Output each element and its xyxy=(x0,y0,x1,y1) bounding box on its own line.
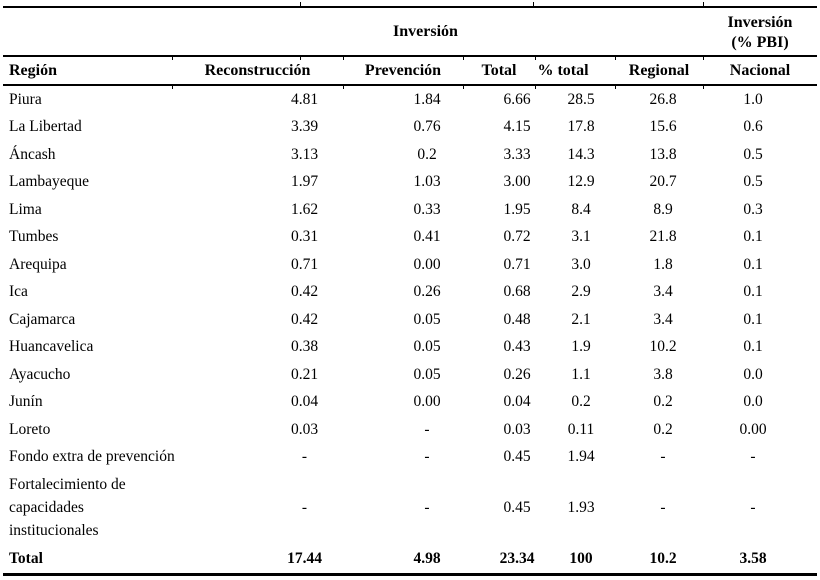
value-cell: 0.05 xyxy=(413,310,441,328)
value-cell: 10.2 xyxy=(649,338,677,356)
group-header-inversion-pbi-line2: (% PBI) xyxy=(731,33,789,51)
column-header-total: Total xyxy=(481,61,517,79)
column-tick xyxy=(535,55,536,60)
column-tick xyxy=(615,55,616,60)
value-cell: - xyxy=(301,448,308,466)
table-row xyxy=(3,361,817,389)
table-row xyxy=(3,196,817,224)
value-cell: - xyxy=(424,420,430,438)
value-cell: 0.45 xyxy=(503,448,531,466)
region-cell: Piura xyxy=(9,90,42,108)
column-tick xyxy=(343,84,344,89)
value-cell: 6.66 xyxy=(503,90,531,108)
region-cell: Arequipa xyxy=(9,255,67,273)
region-cell: Fondo extra de prevención xyxy=(9,448,175,466)
value-cell: 3.58 xyxy=(739,549,767,567)
region-cell: Ayacucho xyxy=(9,365,71,383)
region-cell: La Libertad xyxy=(9,118,82,136)
table-row xyxy=(3,334,817,362)
value-cell: 1.9 xyxy=(571,338,591,356)
value-cell: 2.9 xyxy=(571,283,591,301)
value-cell: - xyxy=(424,498,430,516)
column-tick xyxy=(463,84,464,89)
value-cell: 0.1 xyxy=(743,310,763,328)
value-cell: 3.0 xyxy=(571,255,591,273)
group-header-row xyxy=(3,7,817,56)
value-cell: - xyxy=(750,498,756,516)
column-tick xyxy=(703,55,704,60)
value-cell: 0.26 xyxy=(413,283,441,301)
value-cell: 0.2 xyxy=(417,145,437,163)
table-row xyxy=(3,114,817,142)
value-cell: 14.3 xyxy=(567,145,595,163)
column-tick xyxy=(533,2,534,7)
value-cell: 15.6 xyxy=(649,118,677,136)
column-tick xyxy=(343,55,344,60)
value-cell: 0.05 xyxy=(413,338,441,356)
value-cell: 0.1 xyxy=(743,228,763,246)
value-cell: 1.8 xyxy=(653,255,673,273)
value-cell: 0.33 xyxy=(413,200,441,218)
value-cell: 0.43 xyxy=(503,338,531,356)
value-cell: 1.62 xyxy=(290,200,319,218)
table-row xyxy=(3,251,817,279)
value-cell: 0.04 xyxy=(503,393,531,411)
corner-cell xyxy=(3,7,172,56)
column-tick xyxy=(615,84,616,89)
value-cell: - xyxy=(750,448,756,466)
table-row xyxy=(3,471,817,544)
group-header-inversion-pbi xyxy=(703,7,817,56)
column-tick xyxy=(463,55,464,60)
region-cell: Áncash xyxy=(9,145,56,163)
region-cell: Total xyxy=(9,549,43,567)
value-cell: 0.38 xyxy=(290,338,319,356)
value-cell: 0.41 xyxy=(413,228,441,246)
column-tick xyxy=(172,84,173,89)
value-cell: 1.95 xyxy=(503,200,531,218)
value-cell: 0.03 xyxy=(290,420,319,438)
value-cell: 3.33 xyxy=(503,145,531,163)
column-header-prevencion: Prevención xyxy=(364,61,442,79)
value-cell: - xyxy=(301,498,308,516)
value-cell: 0.31 xyxy=(290,228,319,246)
value-cell: 4.15 xyxy=(503,118,531,136)
value-cell: 3.39 xyxy=(290,118,319,136)
value-cell: 0.0 xyxy=(743,365,763,383)
value-cell: 0.72 xyxy=(503,228,531,246)
value-cell: 0.1 xyxy=(743,255,763,273)
value-cell: 0.5 xyxy=(743,173,763,191)
value-cell: - xyxy=(660,498,666,516)
value-cell: 0.03 xyxy=(503,420,531,438)
column-header-region: Región xyxy=(9,61,57,79)
value-cell: - xyxy=(424,448,430,466)
value-cell: 3.4 xyxy=(653,310,673,328)
region-cell: Ica xyxy=(9,283,28,301)
column-tick xyxy=(535,84,536,89)
value-cell: 3.4 xyxy=(653,283,673,301)
region-cell: Lambayeque xyxy=(9,173,90,191)
value-cell: 0.5 xyxy=(743,145,763,163)
value-cell: 26.8 xyxy=(649,90,677,108)
region-cell: Cajamarca xyxy=(9,310,76,328)
column-header-regional: Regional xyxy=(628,61,690,79)
value-cell: 0.76 xyxy=(413,118,441,136)
value-cell: 0.42 xyxy=(290,283,319,301)
table-row xyxy=(3,389,817,417)
value-cell: 17.8 xyxy=(567,118,595,136)
value-cell: 1.93 xyxy=(567,498,595,516)
column-header-row xyxy=(3,56,817,85)
table-row xyxy=(3,141,817,169)
value-cell: 1.97 xyxy=(290,173,319,191)
value-cell: 8.4 xyxy=(571,200,591,218)
table-row xyxy=(3,416,817,444)
value-cell: 0.11 xyxy=(567,420,595,438)
column-header-nacional: Nacional xyxy=(729,61,791,79)
value-cell: 0.42 xyxy=(290,310,319,328)
region-cell: Fortalecimiento de capacidades institucionales xyxy=(9,476,126,539)
value-cell: 4.81 xyxy=(290,90,319,108)
investment-table xyxy=(3,6,817,576)
value-cell: 13.8 xyxy=(649,145,677,163)
value-cell: 1.1 xyxy=(571,365,591,383)
value-cell: 20.7 xyxy=(649,173,677,191)
table-body xyxy=(3,85,817,575)
value-cell: 0.26 xyxy=(503,365,531,383)
region-cell: Huancavelica xyxy=(9,338,94,356)
value-cell: 0.71 xyxy=(290,255,319,273)
value-cell: 0.05 xyxy=(413,365,441,383)
value-cell: 23.34 xyxy=(499,549,535,567)
value-cell: 0.1 xyxy=(743,338,763,356)
region-cell: Loreto xyxy=(9,420,51,438)
value-cell: 12.9 xyxy=(567,173,595,191)
value-cell: 0.00 xyxy=(413,393,441,411)
value-cell: 0.0 xyxy=(743,393,763,411)
value-cell: 10.2 xyxy=(649,549,677,567)
value-cell: 2.1 xyxy=(571,310,591,328)
value-cell: 0.00 xyxy=(739,420,767,438)
column-tick xyxy=(703,2,704,7)
column-tick xyxy=(172,55,173,60)
value-cell: 0.6 xyxy=(743,118,763,136)
value-cell: 0.71 xyxy=(503,255,531,273)
table-row xyxy=(3,306,817,334)
total-row xyxy=(3,544,817,575)
value-cell: 8.9 xyxy=(653,200,673,218)
table-row xyxy=(3,444,817,472)
value-cell: 0.1 xyxy=(743,283,763,301)
value-cell: 100 xyxy=(569,549,593,567)
column-header-reconstruccion: Reconstrucción xyxy=(204,61,311,79)
value-cell: 0.68 xyxy=(503,283,531,301)
value-cell: 3.00 xyxy=(503,173,531,191)
region-cell: Lima xyxy=(9,200,42,218)
value-cell: 17.44 xyxy=(287,549,322,567)
table-row xyxy=(3,279,817,307)
value-cell: 1.0 xyxy=(743,90,763,108)
value-cell: 1.94 xyxy=(567,448,595,466)
value-cell: 28.5 xyxy=(567,90,595,108)
group-header-inversion: Inversión xyxy=(393,22,458,40)
column-header-pct-total: % total xyxy=(537,61,589,79)
table-header xyxy=(3,7,817,85)
table-row xyxy=(3,169,817,197)
table-row xyxy=(3,224,817,252)
value-cell: 0.04 xyxy=(290,393,319,411)
region-cell: Tumbes xyxy=(9,228,59,246)
value-cell: 0.2 xyxy=(653,393,673,411)
column-tick xyxy=(300,2,301,7)
value-cell: 0.48 xyxy=(503,310,531,328)
value-cell: 3.8 xyxy=(653,365,673,383)
value-cell: 0.21 xyxy=(290,365,319,383)
region-cell: Junín xyxy=(9,393,43,411)
column-tick xyxy=(703,84,704,89)
value-cell: 3.13 xyxy=(290,145,319,163)
column-tick xyxy=(300,55,301,60)
value-cell: 3.1 xyxy=(571,228,591,246)
value-cell: 1.03 xyxy=(413,173,441,191)
value-cell: 4.98 xyxy=(413,549,441,567)
value-cell: 21.8 xyxy=(649,228,677,246)
value-cell: - xyxy=(660,448,666,466)
value-cell: 0.2 xyxy=(653,420,673,438)
value-cell: 0.00 xyxy=(413,255,441,273)
table-row xyxy=(3,85,817,114)
value-cell: 1.84 xyxy=(413,90,441,108)
value-cell: 0.3 xyxy=(743,200,763,218)
value-cell: 0.2 xyxy=(571,393,591,411)
value-cell: 0.45 xyxy=(503,498,531,516)
group-header-inversion-pbi-line1: Inversión xyxy=(727,13,793,31)
